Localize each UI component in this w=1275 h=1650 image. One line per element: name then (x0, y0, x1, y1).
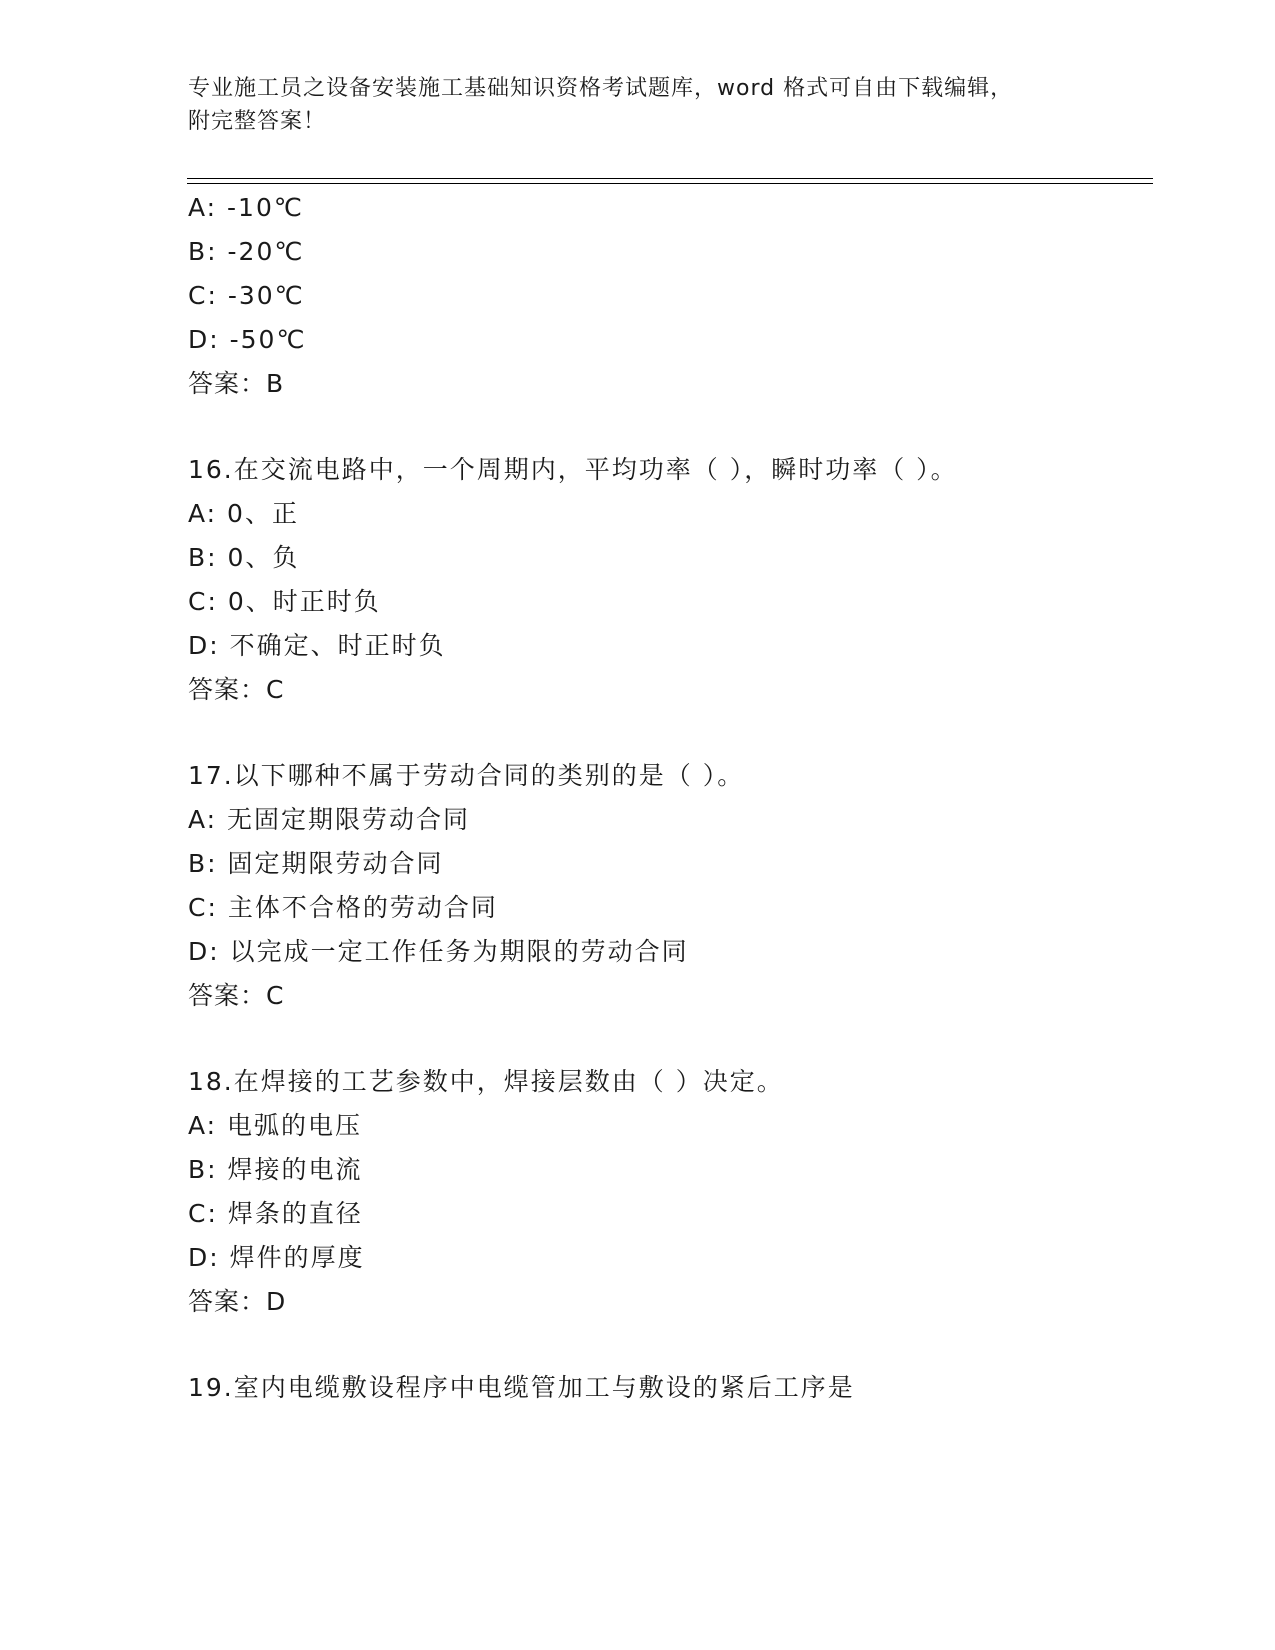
q16-option-a: A: 0、正 (188, 499, 299, 528)
q18-option-b: B: 焊接的电流 (188, 1155, 363, 1184)
header-divider-bottom (187, 183, 1153, 184)
q17-option-d: D: 以完成一定工作任务为期限的劳动合同 (188, 937, 689, 966)
q15-option-b: B: -20℃ (188, 237, 305, 266)
q17-option-b: B: 固定期限劳动合同 (188, 849, 444, 878)
q15-option-d: D: -50℃ (188, 325, 307, 354)
q18-option-c: C: 焊条的直径 (188, 1199, 363, 1228)
q15-option-a: A: -10℃ (188, 193, 304, 222)
q16-answer: 答案：C (188, 675, 285, 704)
header-line-2: 附完整答案！ (188, 109, 327, 134)
q18-option-a: A: 电弧的电压 (188, 1111, 363, 1140)
q15-option-c: C: -30℃ (188, 281, 305, 310)
q18-stem: 18.在焊接的工艺参数中，焊接层数由（ ）决定。 (188, 1067, 784, 1096)
document-header (188, 72, 1088, 138)
q17-option-c: C: 主体不合格的劳动合同 (188, 893, 498, 922)
q18-answer: 答案：D (188, 1287, 287, 1316)
header-line-1: 专业施工员之设备安装施工基础知识资格考试题库，word 格式可自由下载编辑， (188, 76, 1014, 101)
q17-answer: 答案：C (188, 981, 285, 1010)
q16-stem: 16.在交流电路中，一个周期内，平均功率（ ），瞬时功率（ ）。 (188, 455, 958, 484)
q18-option-d: D: 焊件的厚度 (188, 1243, 365, 1272)
q16-option-b: B: 0、负 (188, 543, 300, 572)
q19-stem: 19.室内电缆敷设程序中电缆管加工与敷设的紧后工序是 (188, 1373, 855, 1402)
header-divider-top (187, 178, 1153, 179)
q16-option-d: D: 不确定、时正时负 (188, 631, 446, 660)
q16-option-c: C: 0、时正时负 (188, 587, 381, 616)
q17-option-a: A: 无固定期限劳动合同 (188, 805, 471, 834)
q15-answer: 答案：B (188, 369, 285, 398)
q17-stem: 17.以下哪种不属于劳动合同的类别的是（ ）。 (188, 761, 745, 790)
